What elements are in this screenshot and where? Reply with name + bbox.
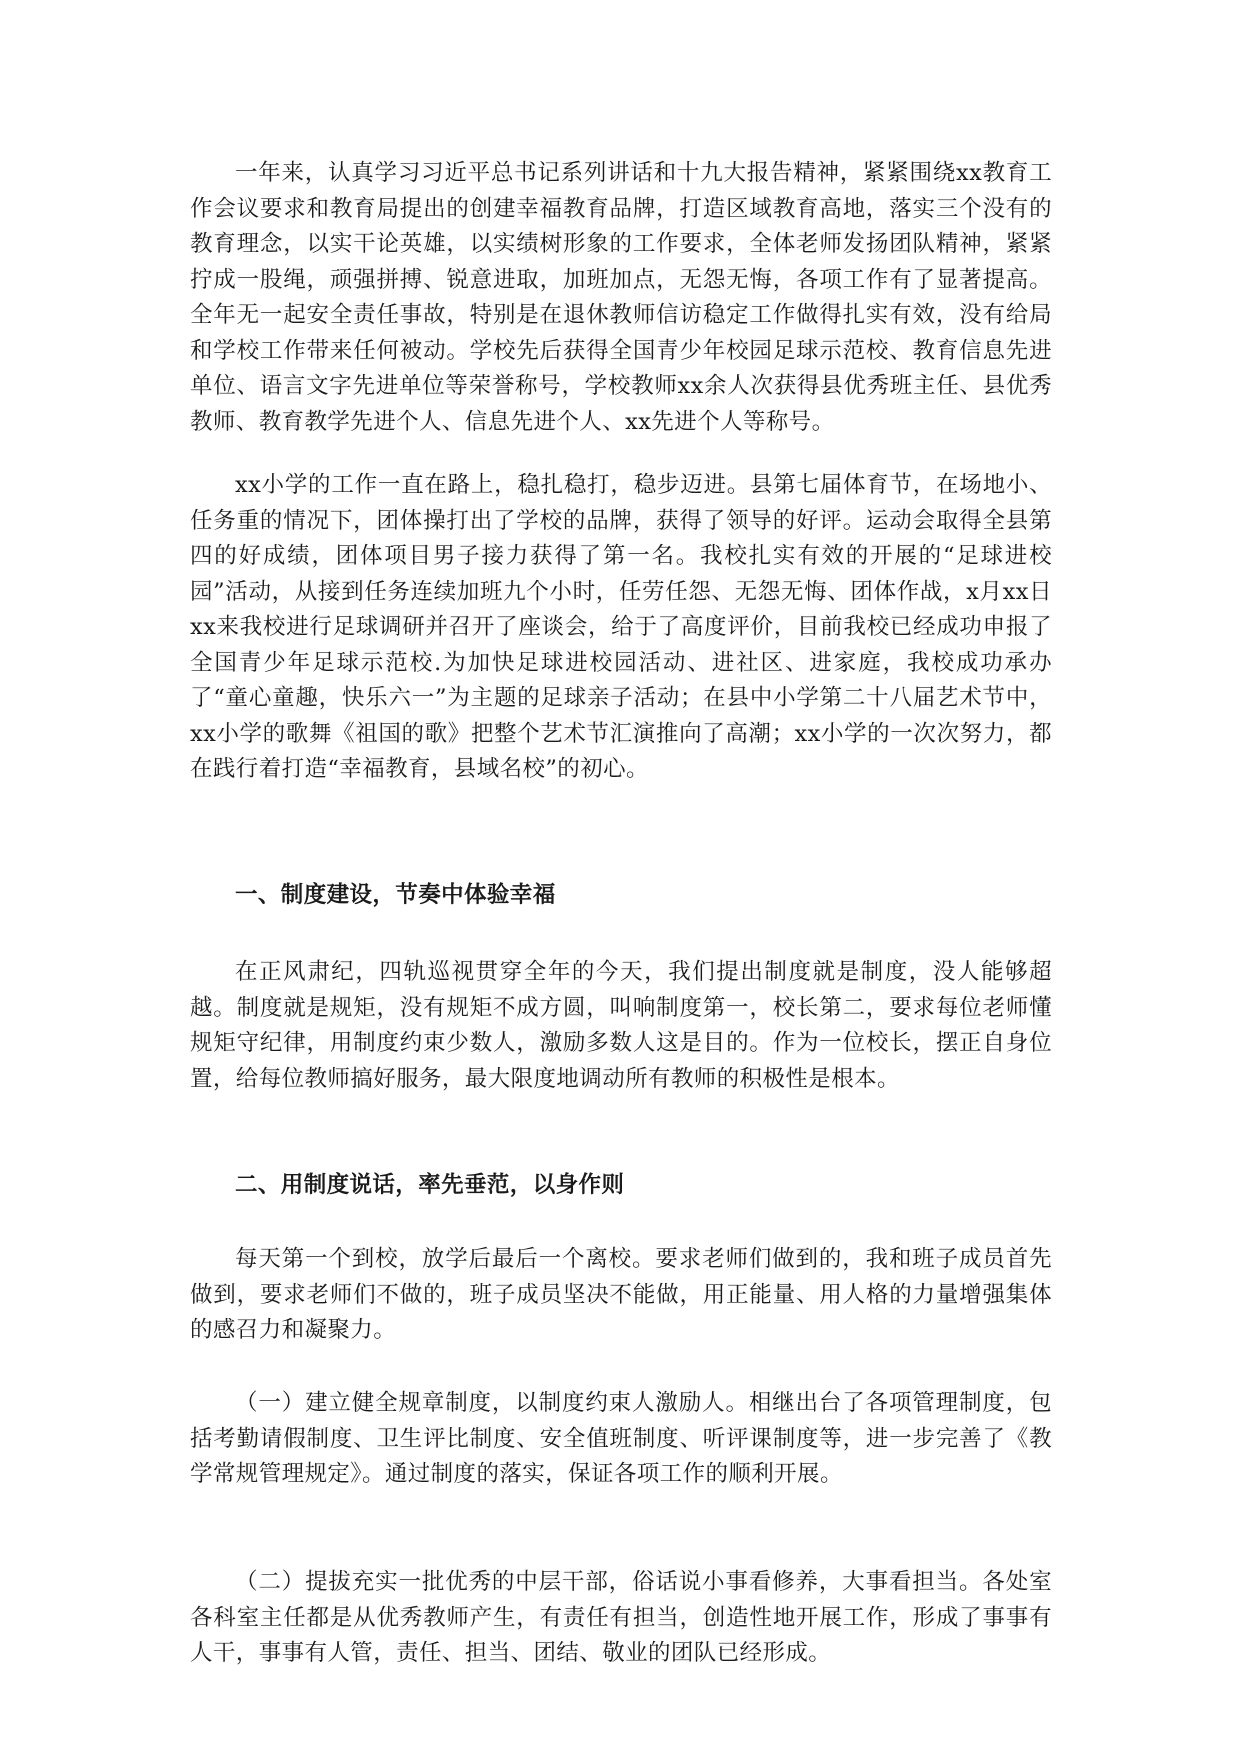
paragraph-item-2: （二）提拔充实一批优秀的中层干部，俗话说小事看修养，大事看担当。各处室各科室主任都是从优秀教师产生，有责任有担当，创造性地开展工作，形成了事事有人干，事事有人管，责任、担当、团结、敬业的团队已经形成。 (190, 1569, 1052, 1666)
paragraph-annual-summary: 一年来，认真学习习近平总书记系列讲话和十九大报告精神，紧紧围绕xx教育工作会议要求和教育局提出的创建幸福教育品牌，打造区域教育高地，落实三个没有的教育理念，以实干论英雄，以实绩树形象的工作要求，全体老师发扬团队精神，紧紧拧成一股绳，顽强拼搏、锐意进取，加班加点，无怨无悔，各项工作有了显著提高。全年无一起安全责任事故，特别是在退休教师信访稳定工作做得扎实有效，没有给局和学校工作带来任何被动。学校先后获得全国青少年校园足球示范校、教育信息先进单位、语言文字先进单位等荣誉称号，学校教师xx余人次获得县优秀班主任、县优秀教师、教育教学先进个人、信息先进个人、xx先进个人等称号。 (190, 160, 1052, 435)
section-heading-1: 一、制度建设，节奏中体验幸福 (235, 882, 556, 908)
paragraph-lead-by-example: 每天第一个到校，放学后最后一个离校。要求老师们做到的，我和班子成员首先做到，要求老师们不做的，班子成员坚决不能做，用正能量、用人格的力量增强集体的感召力和凝聚力。 (190, 1246, 1052, 1343)
paragraph-school-achievements: xx小学的工作一直在路上，稳扎稳打，稳步迈进。县第七届体育节，在场地小、任务重的情况下，团体操打出了学校的品牌，获得了领导的好评。运动会取得全县第四的好成绩，团体项目男子接力获得了第一名。我校扎实有效的开展的“足球进校园”活动，从接到任务连续加班九个小时，任劳任怨、无怨无悔、团体作战，x月xx日xx来我校进行足球调研并召开了座谈会，给于了高度评价，目前我校已经成功申报了全国青少年足球示范校.为加快足球进校园活动、进社区、进家庭，我校成功承办了“童心童趣，快乐六一”为主题的足球亲子活动；在县中小学第二十八届艺术节中，xx小学的歌舞《祖国的歌》把整个艺术节汇演推向了高潮；xx小学的一次次努力，都在践行着打造“幸福教育，县域名校”的初心。 (190, 472, 1052, 782)
paragraph-item-1: （一）建立健全规章制度，以制度约束人激励人。相继出台了各项管理制度，包括考勤请假制度、卫生评比制度、安全值班制度、听评课制度等，进一步完善了《教学常规管理规定》。通过制度的落实，保证各项工作的顺利开展。 (190, 1390, 1052, 1487)
paragraph-system-building: 在正风肃纪，四轨巡视贯穿全年的今天，我们提出制度就是制度，没人能够超越。制度就是规矩，没有规矩不成方圆，叫响制度第一，校长第二，要求每位老师懂规矩守纪律，用制度约束少数人，激励多数人这是目的。作为一位校长，摆正自身位置，给每位教师搞好服务，最大限度地调动所有教师的积极性是根本。 (190, 959, 1052, 1092)
section-heading-2: 二、用制度说话，率先垂范，以身作则 (235, 1172, 625, 1198)
